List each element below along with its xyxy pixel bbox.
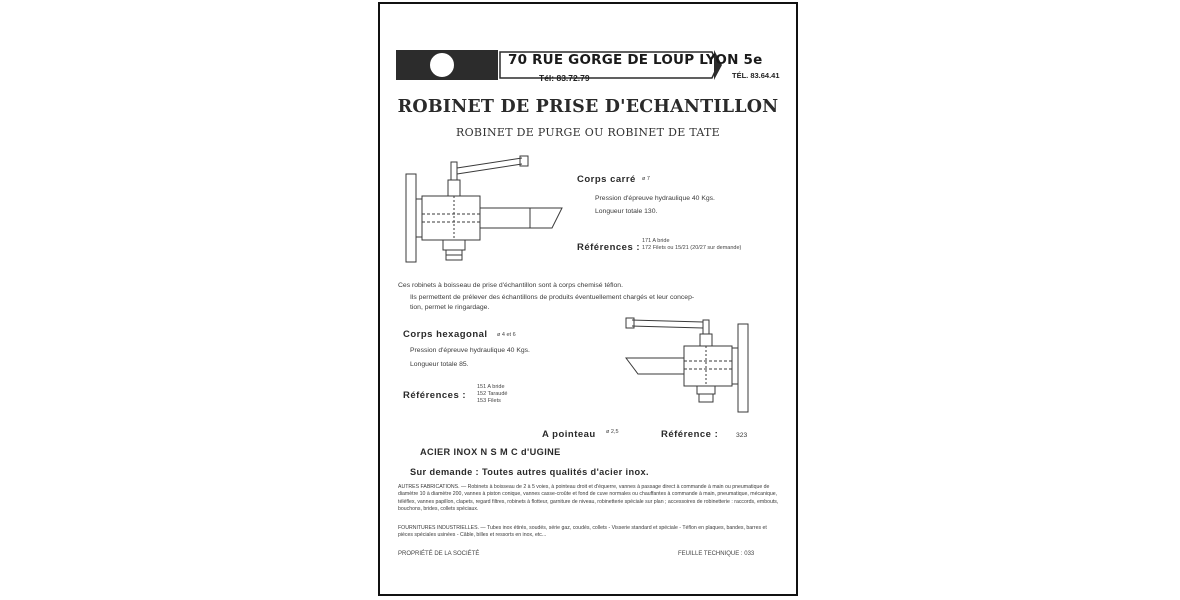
pointeau-label: A pointeau xyxy=(542,429,596,440)
corps-carre-length: Longueur totale 130. xyxy=(595,208,658,215)
footer-left: PROPRIÉTÉ DE LA SOCIÉTÉ xyxy=(398,551,480,557)
corps-carre-ref-2: 172 Filets ou 15/21 (20/27 sur demande) xyxy=(642,245,742,251)
square-valve-drawing xyxy=(402,154,562,276)
hexagonal-valve-drawing xyxy=(620,316,750,414)
corps-carre-size: ø 7 xyxy=(642,176,650,182)
telephone-small: Tél: 83.72.79 xyxy=(539,73,590,83)
corps-carre-ref-label: Références : xyxy=(577,242,641,253)
footer-right: FEUILLE TECHNIQUE : 033 xyxy=(678,551,755,557)
telephone-right: TÉL. 83.64.41 xyxy=(732,71,780,80)
technical-sheet-page xyxy=(380,4,796,594)
autres-fabrications-text: AUTRES FABRICATIONS. — Robinets à boisseau de 2 à 5 voies, à pointeau droit et d'équerre, vannes à passage direct à commande à main ou pneumatique de diamètre 10 à diamètre 200, vannes à piston conique, vannes casse-croûte et fond de cuve normales ou chauffantes à commande à main, pneumatique, mécanique, téléflex, vannes papillon, clapets, regard filtres, robinets à flotteur, garniture de niveau, robinetterie spéciale sur plan ; accessoires de robinetterie : raccords, embouts, bouchons, brides, collets spéciaux. xyxy=(398,484,779,512)
material-line: ACIER INOX N S M C d'UGINE xyxy=(420,447,561,457)
corps-carre-ref-1: 171 A bride xyxy=(642,238,670,244)
corps-hexagonal-ref-label: Références : xyxy=(403,390,467,401)
corps-carre-pressure: Pression d'épreuve hydraulique 40 Kgs. xyxy=(595,195,715,202)
company-address: 70 RUE GORGE DE LOUP LYON 5e xyxy=(508,52,763,68)
pointeau-ref-label: Référence : xyxy=(661,429,719,440)
corps-carre-heading: Corps carré xyxy=(577,174,636,185)
corps-hexagonal-ref-2: 152 Taraudé xyxy=(477,391,508,397)
page-title: ROBINET DE PRISE D'ECHANTILLON xyxy=(397,97,779,117)
fournitures-text: FOURNITURES INDUSTRIELLES. — Tubes inox étirés, soudés, série gaz, coudés, collets - Visserie standard et spéciale - Téflon en plaques, bandes, barres et pièces spéciales usinées - Câble, billes et ressorts en inox, etc... xyxy=(398,525,767,539)
corps-hexagonal-ref-1: 151 A bride xyxy=(477,384,505,390)
on-request-line: Sur demande : Toutes autres qualités d'acier inox. xyxy=(410,467,649,477)
description-line-2: Ils permettent de prélever des échantillons de produits éventuellement chargés et leur concep- xyxy=(410,294,695,301)
description-line-1: Ces robinets à boisseau de prise d'échantillon sont à corps chemisé téflon. xyxy=(398,282,623,289)
corps-hexagonal-length: Longueur totale 85. xyxy=(410,361,469,368)
pointeau-size: ø 2,5 xyxy=(606,429,619,435)
page-subtitle: ROBINET DE PURGE OU ROBINET DE TATE xyxy=(456,126,720,139)
corps-hexagonal-heading: Corps hexagonal xyxy=(403,329,488,340)
corps-hexagonal-ref-3: 153 Filets xyxy=(477,398,501,404)
description-line-3: tion, permet le ringardage. xyxy=(410,304,490,311)
pointeau-ref-value: 323 xyxy=(736,432,748,439)
corps-hexagonal-pressure: Pression d'épreuve hydraulique 40 Kgs. xyxy=(410,347,530,354)
corps-hexagonal-size: ø 4 et 6 xyxy=(497,332,516,338)
logo-text: RU C & H OI xyxy=(384,11,500,33)
